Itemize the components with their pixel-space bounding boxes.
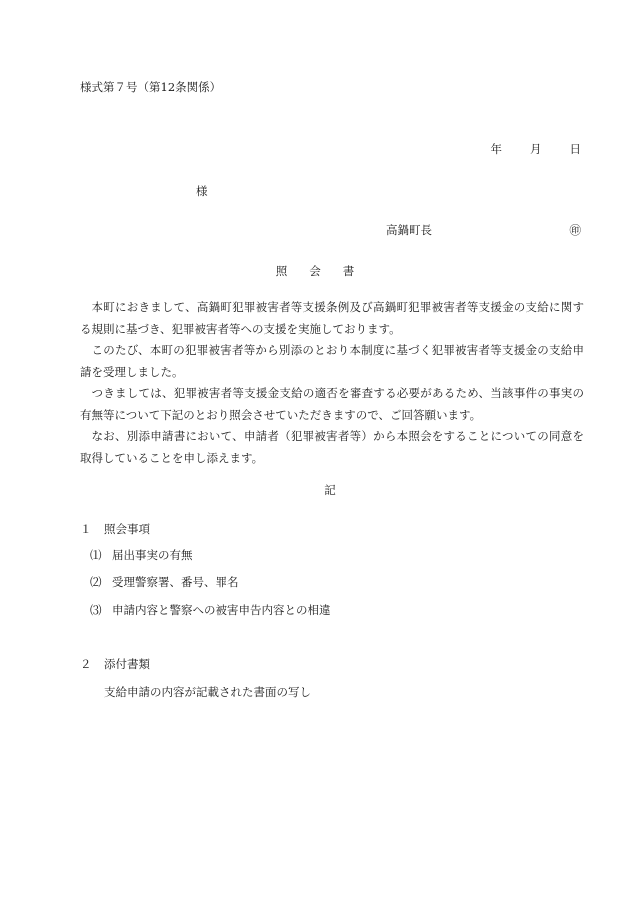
item-marker: ⑶ <box>90 603 102 617</box>
list-item <box>90 547 193 563</box>
item-text: 受理警察署、番号、罪名 <box>112 575 239 589</box>
document-title <box>0 263 630 279</box>
section-title: 添付書類 <box>104 657 150 671</box>
section-title: 照会事項 <box>104 522 150 536</box>
title-char: 会 <box>309 264 321 278</box>
paragraph: なお、別添申請書において、申請者（犯罪被害者等）から本照会をすることについての同意を取得していることを申し添えます。 <box>80 429 584 465</box>
date-year: 年 <box>490 142 502 156</box>
section-number: ２ <box>80 657 92 671</box>
section-1-heading <box>80 521 150 537</box>
addressee-suffix: 様 <box>196 184 208 198</box>
body-text <box>80 297 584 469</box>
seal-mark: ㊞ <box>569 223 581 237</box>
title-char: 書 <box>342 264 355 278</box>
date-day: 日 <box>569 142 581 156</box>
title-char: 照 <box>275 264 288 278</box>
attachment-description: 支給申請の内容が記載された書面の写し <box>104 685 311 699</box>
item-text: 届出事実の有無 <box>112 548 193 562</box>
paragraph: 本町におきまして、高鍋町犯罪被害者等支援条例及び高鍋町犯罪被害者等支援金の支給に関する規則に基づき、犯罪被害者等への支援を実施しております。 <box>80 300 584 336</box>
section-2-heading <box>80 656 150 672</box>
list-item <box>90 602 331 618</box>
paragraph: このたび、本町の犯罪被害者等から別添のとおり本制度に基づく犯罪被害者等支援金の支給申請を受理しました。 <box>80 343 584 379</box>
date-line <box>491 141 582 157</box>
sender-name: 高鍋町長 <box>386 223 432 237</box>
item-text: 申請内容と警察への被害申告内容との相違 <box>112 603 331 617</box>
list-item <box>90 574 239 590</box>
paragraph: つきましては、犯罪被害者等支援金支給の適否を審査する必要があるため、当該事件の事実の有無等について下記のとおり照会させていただきますので、ご回答願います。 <box>80 386 584 422</box>
item-marker: ⑵ <box>90 575 102 589</box>
date-month: 月 <box>530 142 542 156</box>
ki-heading: 記 <box>324 483 336 497</box>
form-number: 様式第７号（第12条関係） <box>80 80 222 94</box>
item-marker: ⑴ <box>90 548 102 562</box>
section-number: １ <box>80 522 92 536</box>
